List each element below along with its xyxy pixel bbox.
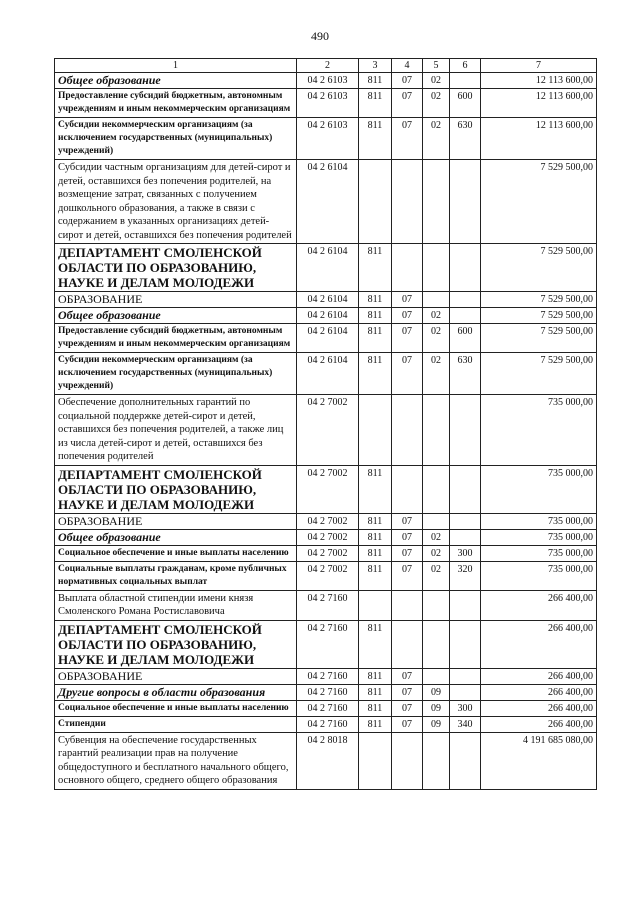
row-amount: 735 000,00 [481,561,597,590]
row-amount: 266 400,00 [481,684,597,700]
row-section-code [392,244,423,292]
row-target-code: 04 2 7002 [297,529,359,545]
row-expense-type [450,590,481,620]
row-subsection-code: 02 [423,561,450,590]
row-expense-type [450,529,481,545]
row-admin-code: 811 [359,529,392,545]
row-admin-code: 811 [359,700,392,716]
row-subsection-code [423,465,450,513]
table-row [55,545,597,561]
row-admin-code: 811 [359,292,392,308]
table-row [55,395,597,466]
row-expense-type: 600 [450,324,481,353]
row-name: Субсидии некоммерческим организациям (за исключением государственных (муниципальных) учреждений) [55,118,297,160]
row-subsection-code: 02 [423,529,450,545]
table-body [55,73,597,790]
table-row [55,160,597,244]
row-amount: 266 400,00 [481,716,597,732]
row-name: Обеспечение дополнительных гарантий по социальной поддержке детей-сирот и детей, оставшихся без попечения родителей, а также лиц из числа детей-сирот и детей, оставшихся без попечения родителей [55,395,297,466]
table-row [55,684,597,700]
row-section-code [392,590,423,620]
col-header-5: 5 [423,59,450,73]
table-row [55,73,597,89]
row-target-code: 04 2 6104 [297,308,359,324]
row-expense-type [450,513,481,529]
table-row [55,732,597,789]
row-admin-code: 811 [359,620,392,668]
col-header-2: 2 [297,59,359,73]
row-subsection-code [423,620,450,668]
row-name: Социальные выплаты гражданам, кроме публичных нормативных социальных выплат [55,561,297,590]
table-row [55,700,597,716]
row-section-code: 07 [392,353,423,395]
row-admin-code: 811 [359,513,392,529]
row-target-code: 04 2 7160 [297,716,359,732]
row-section-code: 07 [392,716,423,732]
row-subsection-code: 02 [423,118,450,160]
row-name: ДЕПАРТАМЕНТ СМОЛЕНСКОЙ ОБЛАСТИ ПО ОБРАЗОВАНИЮ, НАУКЕ И ДЕЛАМ МОЛОДЕЖИ [55,244,297,292]
table-row [55,292,597,308]
row-name: Предоставление субсидий бюджетным, автономным учреждениям и иным некоммерческим организациям [55,324,297,353]
row-expense-type [450,465,481,513]
row-admin-code [359,395,392,466]
row-expense-type: 600 [450,89,481,118]
row-amount: 12 113 600,00 [481,118,597,160]
table-header [55,59,597,73]
column-number-row [55,59,597,73]
row-amount: 735 000,00 [481,465,597,513]
row-section-code [392,395,423,466]
row-expense-type: 320 [450,561,481,590]
row-expense-type [450,73,481,89]
table-row [55,324,597,353]
row-admin-code: 811 [359,668,392,684]
row-name: Общее образование [55,73,297,89]
row-name: Другие вопросы в области образования [55,684,297,700]
table-row [55,308,597,324]
row-section-code: 07 [392,529,423,545]
row-expense-type: 300 [450,545,481,561]
row-subsection-code [423,160,450,244]
row-amount: 266 400,00 [481,620,597,668]
row-admin-code: 811 [359,89,392,118]
row-section-code: 07 [392,292,423,308]
table-row [55,465,597,513]
table-row [55,529,597,545]
row-admin-code: 811 [359,465,392,513]
row-subsection-code: 02 [423,89,450,118]
table-row [55,590,597,620]
row-expense-type: 630 [450,118,481,160]
row-target-code: 04 2 8018 [297,732,359,789]
row-name: Выплата областной стипендии имени князя Смоленского Романа Ростиславовича [55,590,297,620]
row-section-code: 07 [392,308,423,324]
row-section-code: 07 [392,561,423,590]
col-header-4: 4 [392,59,423,73]
row-expense-type [450,308,481,324]
row-section-code: 07 [392,700,423,716]
row-subsection-code [423,590,450,620]
row-admin-code: 811 [359,244,392,292]
row-section-code: 07 [392,324,423,353]
row-admin-code [359,160,392,244]
row-target-code: 04 2 7160 [297,590,359,620]
row-target-code: 04 2 7160 [297,620,359,668]
row-section-code [392,620,423,668]
row-target-code: 04 2 7002 [297,465,359,513]
row-target-code: 04 2 6104 [297,244,359,292]
row-subsection-code: 02 [423,73,450,89]
row-target-code: 04 2 6103 [297,89,359,118]
row-subsection-code: 02 [423,308,450,324]
row-name: ДЕПАРТАМЕНТ СМОЛЕНСКОЙ ОБЛАСТИ ПО ОБРАЗОВАНИЮ, НАУКЕ И ДЕЛАМ МОЛОДЕЖИ [55,620,297,668]
row-target-code: 04 2 6103 [297,118,359,160]
row-subsection-code: 02 [423,545,450,561]
row-target-code: 04 2 6104 [297,292,359,308]
row-name: Субсидии частным организациям для детей-сирот и детей, оставшихся без попечения родителей, на возмещение затрат, связанных с получением дошкольного образования, а также в связи с содержанием в указанных организациях детей-сирот и детей, оставшихся без попечения родителей [55,160,297,244]
row-amount: 12 113 600,00 [481,73,597,89]
row-section-code [392,732,423,789]
row-amount: 7 529 500,00 [481,160,597,244]
row-target-code: 04 2 7002 [297,545,359,561]
row-subsection-code: 09 [423,716,450,732]
row-amount: 735 000,00 [481,395,597,466]
table-row [55,353,597,395]
row-section-code [392,160,423,244]
row-name: Предоставление субсидий бюджетным, автономным учреждениям и иным некоммерческим организациям [55,89,297,118]
row-subsection-code [423,668,450,684]
row-subsection-code [423,292,450,308]
row-subsection-code [423,244,450,292]
row-name: ОБРАЗОВАНИЕ [55,292,297,308]
row-target-code: 04 2 6104 [297,324,359,353]
page-number: 490 [311,29,329,43]
row-target-code: 04 2 7160 [297,668,359,684]
row-target-code: 04 2 7002 [297,395,359,466]
row-amount: 4 191 685 080,00 [481,732,597,789]
table-row [55,89,597,118]
row-expense-type [450,244,481,292]
row-subsection-code [423,395,450,466]
row-amount: 7 529 500,00 [481,353,597,395]
row-amount: 266 400,00 [481,668,597,684]
budget-table [54,58,597,790]
row-subsection-code [423,513,450,529]
table-row [55,561,597,590]
row-admin-code: 811 [359,684,392,700]
row-amount: 12 113 600,00 [481,89,597,118]
row-amount: 735 000,00 [481,513,597,529]
row-admin-code [359,732,392,789]
row-section-code: 07 [392,668,423,684]
row-admin-code: 811 [359,324,392,353]
row-name: Субвенция на обеспечение государственных гарантий реализации прав на получение общедоступного и бесплатного начального общего, основного общего, среднего общего образования [55,732,297,789]
col-header-6: 6 [450,59,481,73]
row-section-code: 07 [392,545,423,561]
row-subsection-code: 02 [423,353,450,395]
row-section-code: 07 [392,513,423,529]
row-admin-code: 811 [359,545,392,561]
row-name: Субсидии некоммерческим организациям (за исключением государственных (муниципальных) учреждений) [55,353,297,395]
row-name: Социальное обеспечение и иные выплаты населению [55,700,297,716]
row-admin-code: 811 [359,561,392,590]
row-amount: 735 000,00 [481,545,597,561]
row-expense-type: 340 [450,716,481,732]
row-target-code: 04 2 7160 [297,684,359,700]
row-target-code: 04 2 7002 [297,561,359,590]
row-expense-type [450,732,481,789]
row-admin-code [359,590,392,620]
row-section-code: 07 [392,89,423,118]
row-expense-type [450,668,481,684]
row-name: Социальное обеспечение и иные выплаты населению [55,545,297,561]
row-amount: 7 529 500,00 [481,244,597,292]
row-subsection-code: 09 [423,700,450,716]
row-expense-type [450,292,481,308]
row-amount: 266 400,00 [481,590,597,620]
table-row [55,620,597,668]
row-expense-type: 630 [450,353,481,395]
row-section-code: 07 [392,73,423,89]
table-row [55,513,597,529]
row-expense-type: 300 [450,700,481,716]
row-target-code: 04 2 6104 [297,160,359,244]
row-amount: 7 529 500,00 [481,292,597,308]
row-subsection-code [423,732,450,789]
row-subsection-code: 09 [423,684,450,700]
table-row [55,668,597,684]
row-admin-code: 811 [359,716,392,732]
row-expense-type [450,395,481,466]
row-section-code: 07 [392,684,423,700]
table-row [55,244,597,292]
col-header-1: 1 [55,59,297,73]
row-admin-code: 811 [359,308,392,324]
row-section-code: 07 [392,118,423,160]
row-amount: 735 000,00 [481,529,597,545]
row-name: ДЕПАРТАМЕНТ СМОЛЕНСКОЙ ОБЛАСТИ ПО ОБРАЗОВАНИЮ, НАУКЕ И ДЕЛАМ МОЛОДЕЖИ [55,465,297,513]
table-row [55,118,597,160]
row-expense-type [450,684,481,700]
row-target-code: 04 2 7002 [297,513,359,529]
row-admin-code: 811 [359,118,392,160]
col-header-7: 7 [481,59,597,73]
row-admin-code: 811 [359,73,392,89]
row-section-code [392,465,423,513]
table-row [55,716,597,732]
row-admin-code: 811 [359,353,392,395]
row-name: Общее образование [55,529,297,545]
row-expense-type [450,160,481,244]
row-amount: 7 529 500,00 [481,308,597,324]
row-target-code: 04 2 6104 [297,353,359,395]
row-expense-type [450,620,481,668]
row-amount: 7 529 500,00 [481,324,597,353]
row-target-code: 04 2 6103 [297,73,359,89]
row-subsection-code: 02 [423,324,450,353]
row-name: ОБРАЗОВАНИЕ [55,513,297,529]
row-target-code: 04 2 7160 [297,700,359,716]
row-amount: 266 400,00 [481,700,597,716]
col-header-3: 3 [359,59,392,73]
row-name: Общее образование [55,308,297,324]
row-name: Стипендии [55,716,297,732]
row-name: ОБРАЗОВАНИЕ [55,668,297,684]
